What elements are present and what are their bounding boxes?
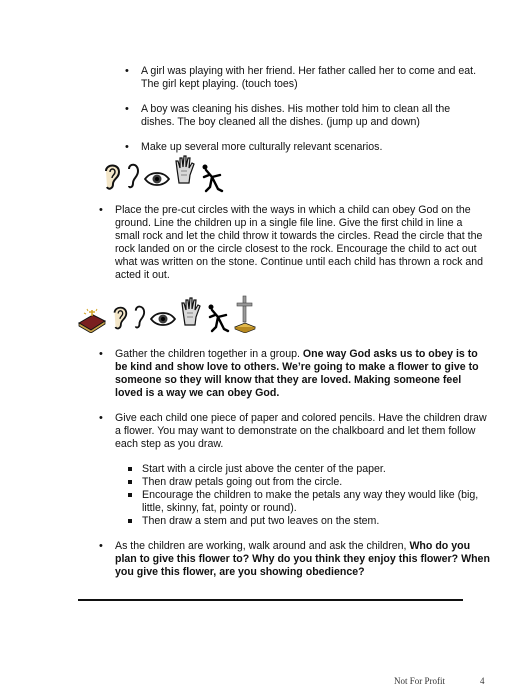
step-item [142, 476, 482, 489]
eye-icon [150, 311, 176, 327]
list-item [141, 103, 486, 129]
hand-icon [174, 155, 196, 185]
step-item [142, 515, 482, 528]
step-item [142, 463, 482, 476]
senses-icon-row [102, 155, 224, 193]
stretching-person-icon [206, 303, 230, 333]
ear-icon [133, 303, 146, 333]
page-number: 4 [480, 676, 485, 686]
scenario-list [141, 65, 486, 154]
list-item-bold-text: One way God asks us to obey is to be kind and show love to others. We’re going to make a flower to give to someone so they will know that they are loved. Making someone feel loved is a way we can obey God. [115, 348, 479, 399]
list-item-text: A girl was playing with her friend. Her father called her to come and eat. The girl kept playing. (touch toes) [141, 65, 477, 90]
list-item-text: Gather the children together in a group. [115, 348, 303, 360]
hand-icon [180, 297, 202, 327]
step-text: Then draw petals going out from the circle. [142, 476, 343, 488]
footer-divider [78, 599, 463, 601]
rock-game-list [115, 204, 487, 282]
cross-on-book-icon [234, 295, 256, 333]
list-item-text: Place the pre-cut circles with the ways in which a child can obey God on the ground. Line the children up in a single file line. Give the first child in line a small rock and let the child throw it towards the circles. Read the circle that the rock landed on or the circle closest to the rock. Encourage the child to act out what was written on the stone. Continue until each child has thrown a rock and acted it out. [115, 204, 484, 281]
list-item [115, 204, 487, 282]
eye-icon [144, 171, 170, 187]
list-item [115, 412, 490, 528]
list-item-text: As the children are working, walk around and ask the children, [115, 540, 410, 552]
bible-icon [77, 307, 107, 333]
list-item [115, 540, 490, 579]
list-item-text: Give each child one piece of paper and colored pencils. Have the children draw a flower. You may want to demonstrate on the chalkboard and let them follow each step as you draw. [115, 412, 487, 450]
list-item [141, 141, 486, 154]
step-text: Then draw a stem and put two leaves on the stem. [142, 515, 380, 527]
ear-icon [126, 161, 140, 193]
step-text: Encourage the children to make the petals any way they would like (big, little, skinny, fat, pointy or round). [142, 489, 479, 514]
list-item-text: A boy was cleaning his dishes. His mother told him to clean all the dishes. The boy cleaned all the dishes. (jump up and down) [141, 103, 451, 128]
list-item [115, 348, 490, 400]
list-item-bold-text: Who do you plan to give this flower to? Why do you think they enjoy this flower? When you give this flower, are you showing obedience? [115, 540, 490, 578]
list-item-text: Make up several more culturally relevant scenarios. [141, 141, 383, 153]
faith-icon-row [77, 295, 256, 333]
footer-label: Not For Profit [394, 676, 446, 686]
step-item [142, 489, 482, 515]
stretching-person-icon [200, 163, 224, 193]
ear-icon [111, 303, 129, 333]
list-item [141, 65, 486, 91]
step-text: Start with a circle just above the center of the paper. [142, 463, 386, 475]
drawing-steps-list [142, 463, 482, 528]
ear-icon [102, 161, 122, 193]
flower-activity-list [115, 348, 490, 579]
